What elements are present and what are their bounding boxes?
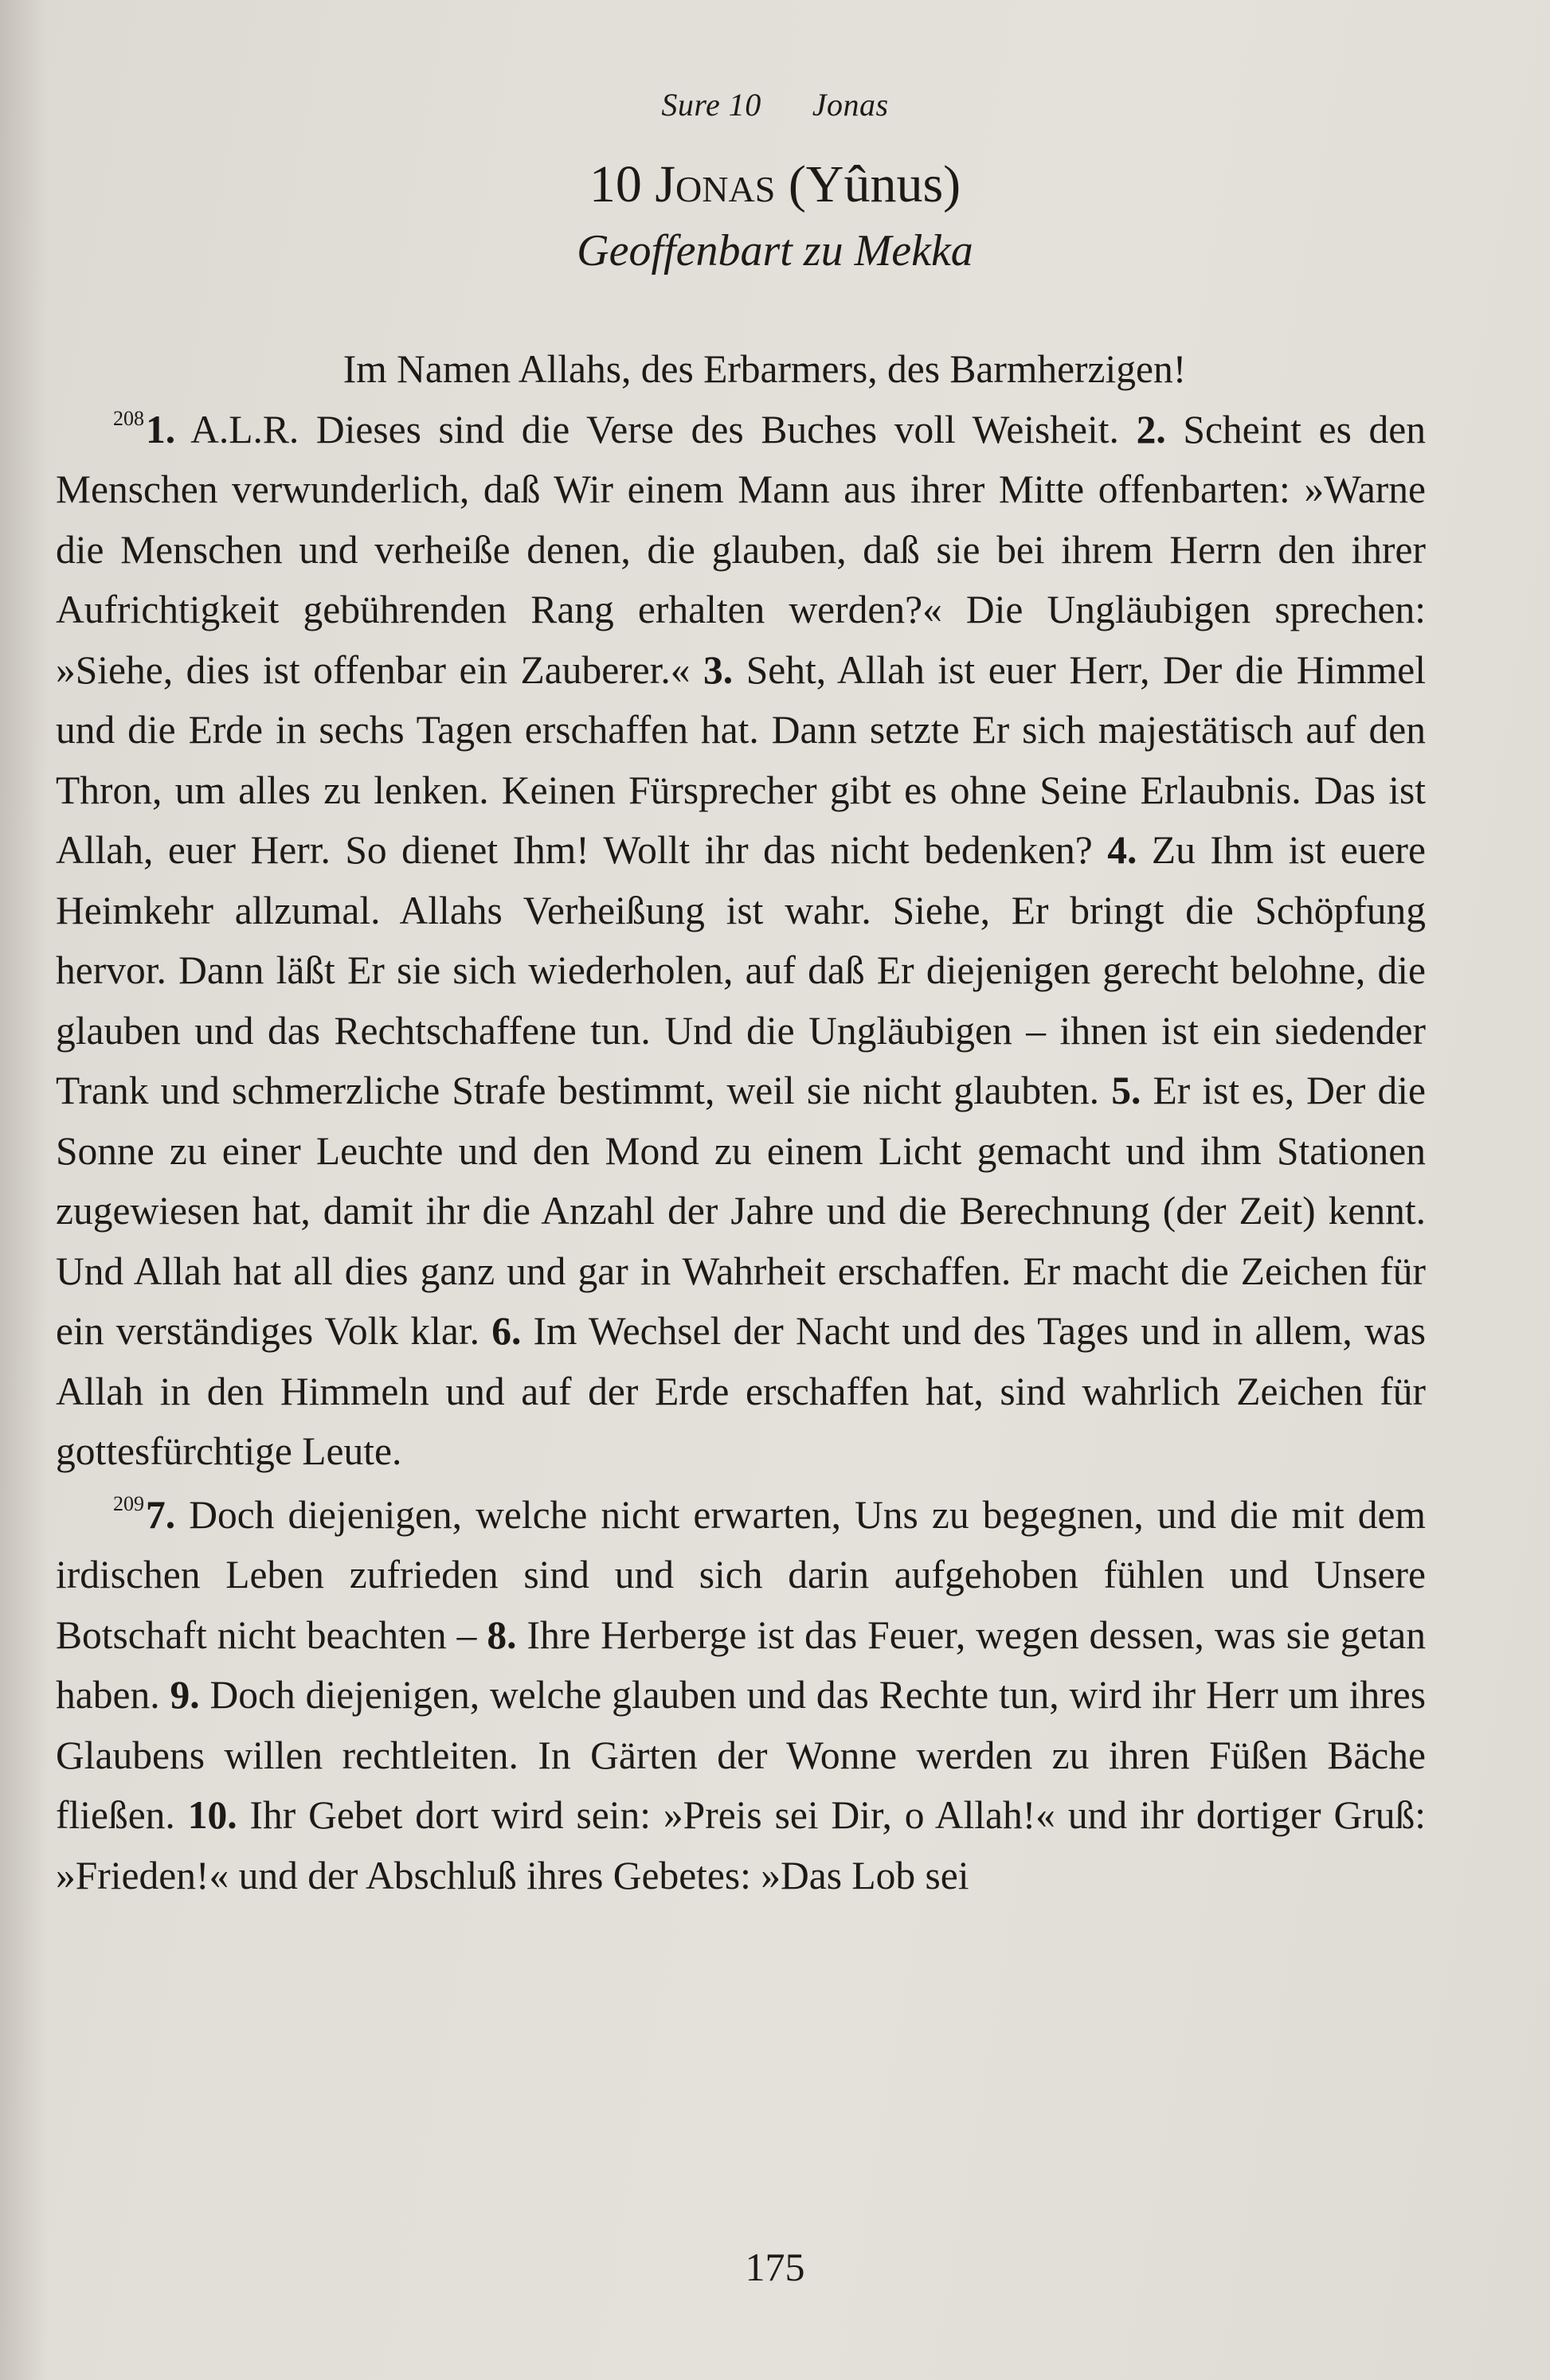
revelation-place: Geoffenbart zu Mekka bbox=[577, 226, 973, 276]
verse-text: Er ist es, Der die Sonne zu einer Leuchte und den Mond zu einem Licht gemacht und ihm Stationen zugewiesen hat, damit ihr die Anzahl der Jahre und die Berechnung (der Zeit) kennt. Und Allah hat all dies ganz und gar in Wahrheit erschaffen. Er macht die Zeichen für ein verständiges Volk klar. bbox=[56, 1069, 1426, 1353]
verse-number: 7. bbox=[146, 1492, 176, 1537]
verse-number: 6. bbox=[491, 1309, 522, 1353]
verse-text: A.L.R. Dieses sind die Verse des Buches voll Weisheit. bbox=[175, 407, 1137, 451]
paragraph bbox=[56, 400, 1426, 1482]
margin-marker: 209 bbox=[113, 1491, 144, 1515]
surah-title bbox=[0, 153, 1550, 217]
verse-text: Ihre Herberge ist das Feuer, wegen dessen, was sie getan haben. bbox=[56, 1612, 1426, 1717]
surah-name: Jonas bbox=[655, 155, 776, 213]
page-gutter-shadow bbox=[0, 0, 48, 2380]
running-head bbox=[0, 86, 1550, 123]
margin-marker: 208 bbox=[113, 406, 144, 430]
verse-number: 3. bbox=[703, 647, 734, 692]
verse-number: 10. bbox=[187, 1793, 237, 1837]
running-head-name: Jonas bbox=[812, 87, 889, 123]
page-number: 175 bbox=[745, 2245, 805, 2289]
verse-number: 1. bbox=[146, 407, 176, 451]
verse-text: Doch diejenigen, welche glauben und das Rechte tun, wird ihr Herr um ihres Glaubens willen rechtleiten. In Gärten der Wonne werden zu ihren Füßen Bäche fließen. bbox=[56, 1673, 1426, 1837]
verse-text: Doch diejenigen, welche nicht erwarten, Uns zu begegnen, und die mit dem irdischen Leben zufrieden sind und sich darin aufgehoben fühlen und Unsere Botschaft nicht beachten – bbox=[56, 1492, 1426, 1657]
verse-number: 2. bbox=[1136, 407, 1166, 451]
verse-text: Ihr Gebet dort wird sein: »Preis sei Dir, o Allah!« und ihr dortiger Gruß: »Frieden!« und der Abschluß ihres Gebetes: »Das Lob sei bbox=[56, 1793, 1426, 1897]
running-head-surah: Sure 10 bbox=[661, 87, 761, 123]
verse-text: Zu Ihm ist euere Heimkehr allzumal. Allahs Verheißung ist wahr. Siehe, Er bringt die Schöpfung hervor. Dann läßt Er sie sich wiederholen, auf daß Er diejenigen gerecht belohne, die glauben und das Rechtschaffene tun. Und die Ungläubigen – ihnen ist ein siedender Trank und schmerzliche Strafe bestimmt, weil sie nicht glaubten. bbox=[56, 828, 1427, 1112]
basmala: Im Namen Allahs, des Erbarmers, des Barmherzigen! bbox=[342, 347, 1187, 391]
verse-text: Seht, Allah ist euer Herr, Der die Himmel und die Erde in sechs Tagen erschaffen hat. Dann setzte Er sich majestätisch auf den Thron, um alles zu lenken. Keinen Fürsprecher gibt es ohne Seine Erlaubnis. Das ist Allah, euer Herr. So dienet Ihm! Wollt ihr das nicht bedenken? bbox=[56, 647, 1426, 872]
body-text bbox=[56, 339, 1426, 1905]
verse-number: 8. bbox=[487, 1612, 517, 1657]
verse-number: 4. bbox=[1107, 828, 1137, 872]
verse-text: Im Wechsel der Nacht und des Tages und in allem, was Allah in den Himmeln und auf der Erde erschaffen hat, sind wahrlich Zeichen für gottesfürchtige Leute. bbox=[56, 1309, 1426, 1473]
surah-number: 10 bbox=[589, 155, 642, 213]
paragraph bbox=[56, 1485, 1426, 1906]
verse-number: 5. bbox=[1111, 1069, 1141, 1112]
verse-number: 9. bbox=[170, 1673, 200, 1717]
verse-text: Scheint es den Menschen verwunderlich, daß Wir einem Mann aus ihrer Mitte offenbarten: »Warne die Menschen und verheiße denen, die glauben, daß sie bei ihrem Herrn den ihrer Aufrichtigkeit gebührenden Rang erhalten werden?« Die Ungläubigen sprechen: »Siehe, dies ist offenbar ein Zauberer.« bbox=[56, 407, 1426, 692]
surah-arabic-name: (Yûnus) bbox=[788, 155, 961, 213]
